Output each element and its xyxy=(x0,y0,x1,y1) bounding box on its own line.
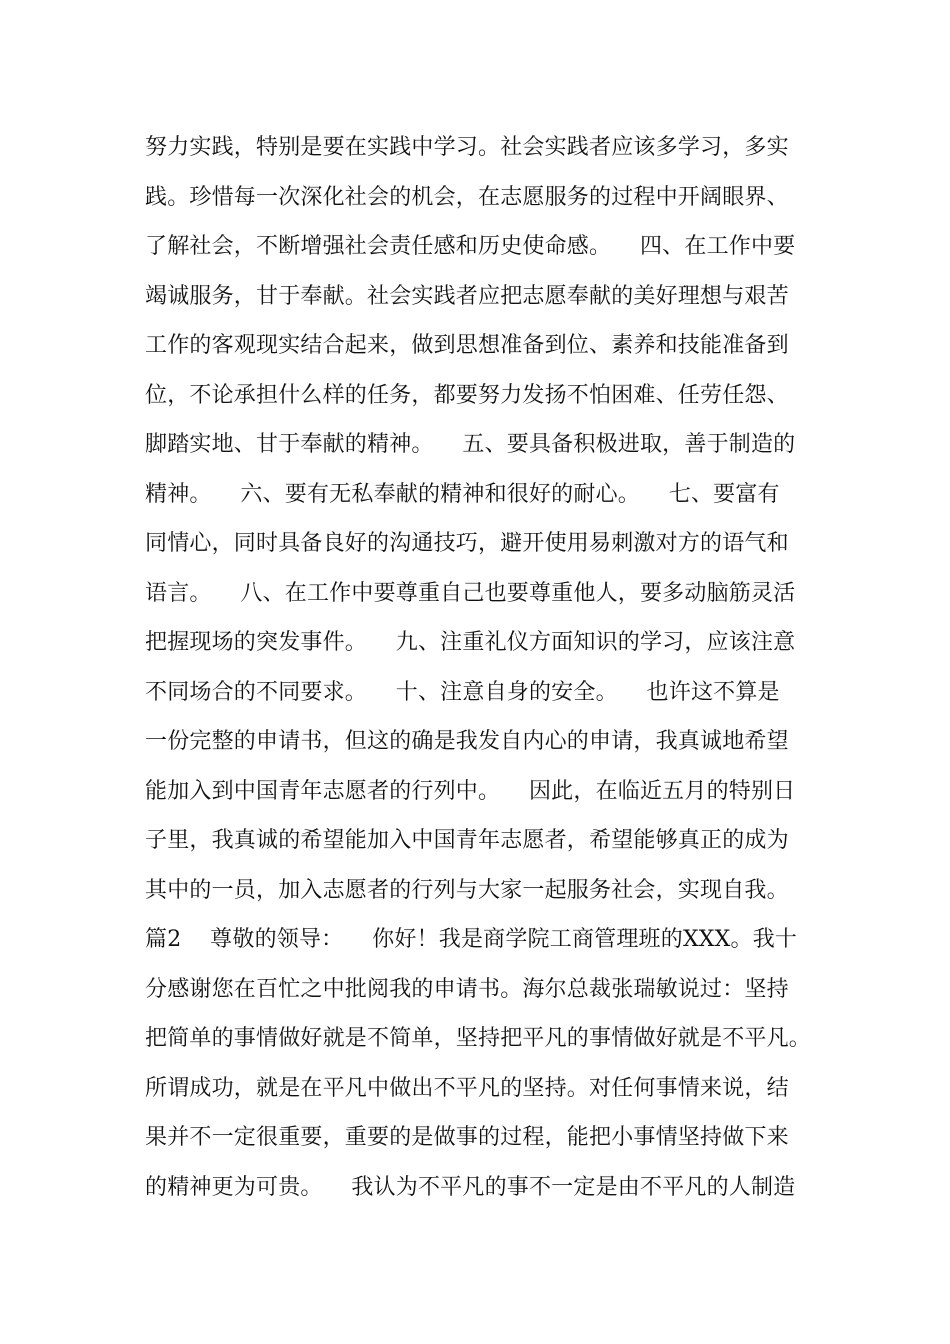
text-line: 努力实践，特别是要在实践中学习。社会实践者应该多学习，多实 xyxy=(145,135,789,160)
text-line: 竭诚服务，甘于奉献。社会实践者应把志愿奉献的美好理想与艰苦 xyxy=(145,283,789,309)
text-line: 同情心，同时具备良好的沟通技巧，避开使用易刺激对方的语气和 xyxy=(145,531,789,556)
text-line: 精神。 六、要有无私奉献的精神和很好的耐心。 七、要富有 xyxy=(145,481,780,507)
text-line: 把握现场的突发事件。 九、注重礼仪方面知识的学习，应该注意 xyxy=(145,630,796,655)
text-line: 了解社会，不断增强社会责任感和历史使命感。 四、在工作中要 xyxy=(145,234,796,259)
text-line: 能加入到中国青年志愿者的行列中。 因此，在临近五月的特别日 xyxy=(145,778,796,804)
text-line: 一份完整的申请书，但这的确是我发自内心的申请，我真诚地希望 xyxy=(145,729,789,754)
text-line: 子里，我真诚的希望能加入中国青年志愿者，希望能够真正的成为 xyxy=(145,828,789,853)
text-line: 把简单的事情做好就是不简单，坚持把平凡的事情做好就是不平凡。 xyxy=(145,1026,812,1051)
text-line: 脚踏实地、甘于奉献的精神。 五、要具备积极进取，善于制造的 xyxy=(145,432,796,457)
text-line: 的精神更为可贵。 我认为不平凡的事不一定是由不平凡的人制造 xyxy=(145,1174,796,1200)
text-line: 所谓成功，就是在平凡中做出不平凡的坚持。对任何事情来说，结 xyxy=(145,1075,789,1101)
text-line: 不同场合的不同要求。 十、注意自身的安全。 也许这不算是 xyxy=(145,679,780,705)
text-line: 果并不一定很重要，重要的是做事的过程，能把小事情坚持做下来 xyxy=(145,1125,789,1150)
text-line: 语言。 八、在工作中要尊重自己也要尊重他人，要多动脑筋灵活 xyxy=(145,580,796,606)
text-line: 篇2 尊敬的领导： 你好！我是商学院工商管理班的XXX。我十 xyxy=(145,927,798,952)
text-line: 位，不论承担什么样的任务，都要努力发扬不怕困难、任劳任怨、 xyxy=(145,382,789,408)
text-line: 践。珍惜每一次深化社会的机会，在志愿服务的过程中开阔眼界、 xyxy=(145,184,789,210)
text-line: 分感谢您在百忙之中批阅我的申请书。海尔总裁张瑞敏说过：坚持 xyxy=(145,976,789,1002)
text-line: 其中的一员，加入志愿者的行列与大家一起服务社会，实现自我。 xyxy=(145,877,789,903)
text-line: 工作的客观现实结合起来，做到思想准备到位、素养和技能准备到 xyxy=(145,333,789,358)
